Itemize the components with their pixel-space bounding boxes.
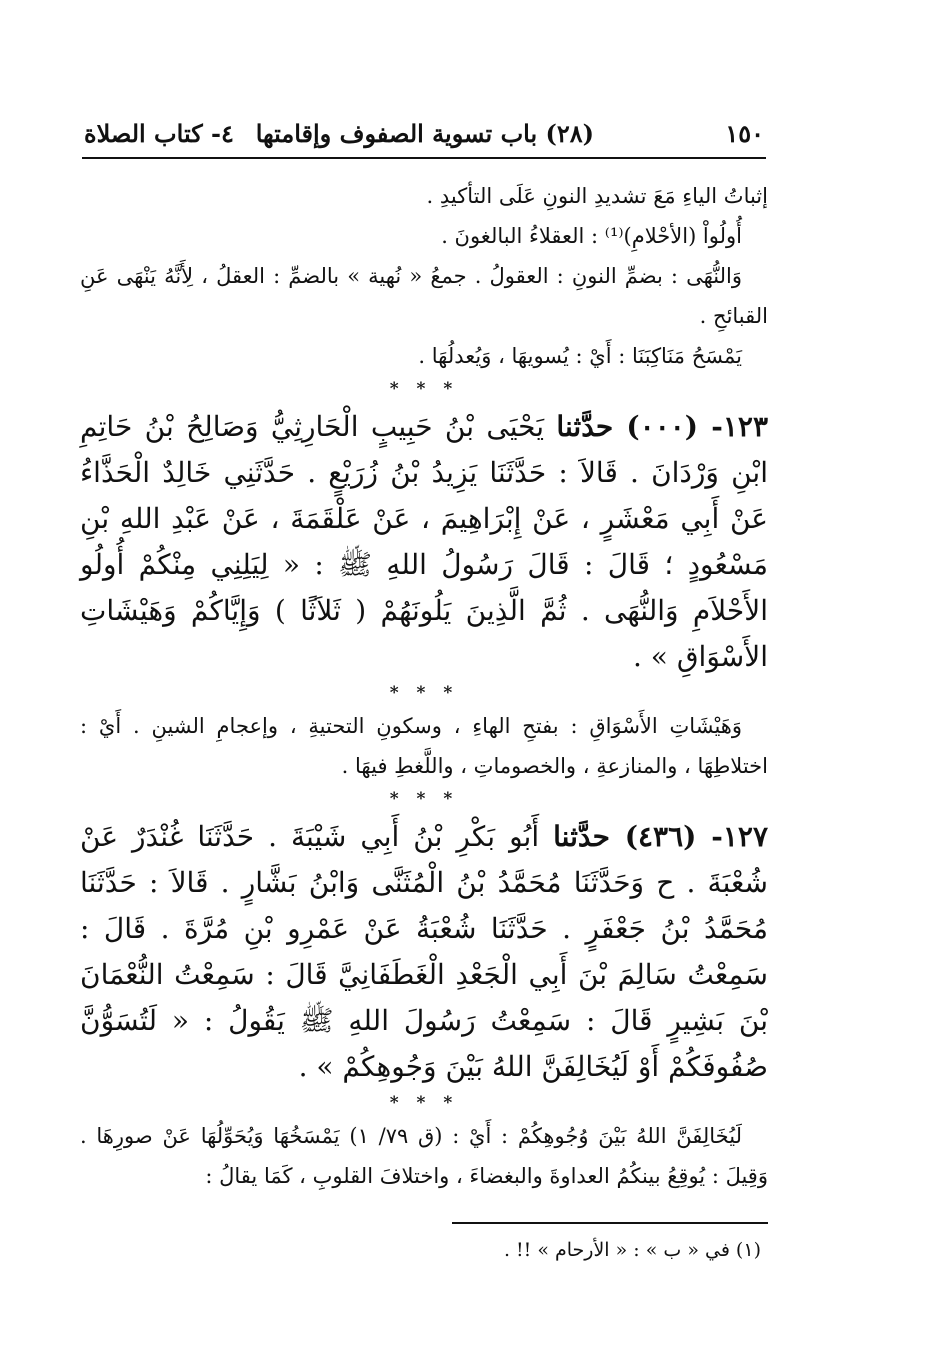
hadith-text: أَبُو بَكْرِ بْنُ أَبِي شَيْبَةَ . حَدَّثَنَا غُنْدَرٌ عَنْ شُعْبَةَ . ح وَحَدَّثَنَا مُحَمَّدُ بْنُ الْمُثَنَّى وَابْنُ بَشَّارٍ . قَالاَ : حَدَّثَنَا مُحَمَّدُ بْنُ جَعْفَرٍ . حَدَّثَنَا شُعْبَةُ عَنْ عَمْرِو بْنِ مُرَّةَ . قَالَ : سَمِعْتُ سَالِمَ بْنَ أَبِي الْجَعْدِ الْغَطَفَانِيَّ قَالَ : سَمِعْتُ النُّعْمَانَ بْنَ بَشِيرٍ قَالَ : سَمِعْتُ رَسُولَ اللهِ ﷺ يَقُولُ : « لَتُسَوُّنَّ صُفُوفَكُمْ أَوْ لَيُخَالِفَنَّ اللهُ بَيْنَ وَجُوهِكُمْ » . bbox=[80, 820, 768, 1083]
commentary-paragraph: وَهَيْشَاتِ الأَسْوَاقِ : بفتحِ الهاءِ ، وسكونِ التحتيةِ ، وإعجامِ الشينِ . أَيْ : اختلاطِهَا ، والمنازعةِ ، والخصوماتِ ، واللَّغطِ فيهَا . bbox=[80, 714, 768, 778]
section-separator: * * * bbox=[389, 1093, 459, 1113]
section-title: (٢٨) باب تسوية الصفوف وإقامتها bbox=[255, 119, 594, 148]
footnote: (١) في « ب » : « الأرحام » !! . bbox=[503, 1239, 761, 1261]
commentary-paragraph: أُولُواْ (الأحْلامِ)⁽¹⁾ : العقلاءُ البالغونَ . bbox=[441, 224, 742, 248]
chapter-title: ٤- كتاب الصلاة bbox=[84, 119, 234, 148]
section-separator: * * * bbox=[389, 683, 459, 703]
page-header bbox=[84, 115, 764, 155]
hadith-text: يَحْيَى بْنُ حَبِيبٍ الْحَارِثِيُّ وَصَالِحُ بْنُ حَاتِمِ ابْنِ وَرْدَانَ . قَالاَ : حَدَّثَنَا يَزِيدُ بْنُ زُرَيْعٍ . حَدَّثَنِي خَالِدٌ الْحَذَّاءُ عَنْ أَبِي مَعْشَرٍ ، عَنْ إِبْرَاهِيمَ ، عَنْ عَلْقَمَةَ ، عَنْ عَبْدِ اللهِ بْنِ مَسْعُودٍ ؛ قَالَ : قَالَ رَسُولُ اللهِ ﷺ : « لِيَلِنِي مِنْكُمْ أُولُو الأَحْلاَمِ وَالنُّهَى . ثُمَّ الَّذِينَ يَلُونَهُمْ ( ثَلاَثًا ) وَإِيَّاكُمْ وَهَيْشَاتِ الأَسْوَاقِ » . bbox=[80, 410, 768, 673]
section-separator: * * * bbox=[389, 379, 459, 399]
hadith-number: ١٢٧- (٤٣٦) حدَّثنا bbox=[553, 820, 768, 853]
section-separator: * * * bbox=[389, 789, 459, 809]
hadith-number: ١٢٣- (٠٠٠) حدَّثنا bbox=[556, 410, 769, 443]
commentary-paragraph: يَمْسَحُ مَنَاكِبَنَا : أَيْ : يُسويهَا ، وَيُعدلُهَا . bbox=[418, 344, 742, 368]
hadith-paragraph bbox=[80, 814, 768, 1090]
page-number: ١٥٠ bbox=[725, 119, 764, 148]
page-content bbox=[80, 176, 768, 1196]
hadith-paragraph bbox=[80, 404, 768, 680]
commentary-paragraph: لَيُخَالِفَنَّ اللهُ بَيْنَ وُجُوهِكُمْ : أَيْ : (ق ٧٩/ ١) يَمْسَخُهَا وَيُحَوِّلُهَا عَنْ صورِهَا . وَقِيلَ : يُوقِعُ بينكُمُ العداوةَ والبغضاءَ ، واختلافَ القلوبِ ، كَمَا يقالُ : bbox=[80, 1124, 768, 1188]
commentary-paragraph: إثباتُ الياءِ مَعَ تشديدِ النونِ عَلَى التأكيدِ . bbox=[426, 184, 768, 208]
footnote-divider bbox=[452, 1222, 768, 1224]
header-divider bbox=[82, 157, 766, 159]
commentary-paragraph: وَالنُّهَى : بضمِّ النونِ : العقولُ . جمعُ « نُهية » بالضمِّ : العقلُ ، لِأَنَّهُ يَنْهَى عَنِ القبائحِ . bbox=[80, 264, 768, 328]
